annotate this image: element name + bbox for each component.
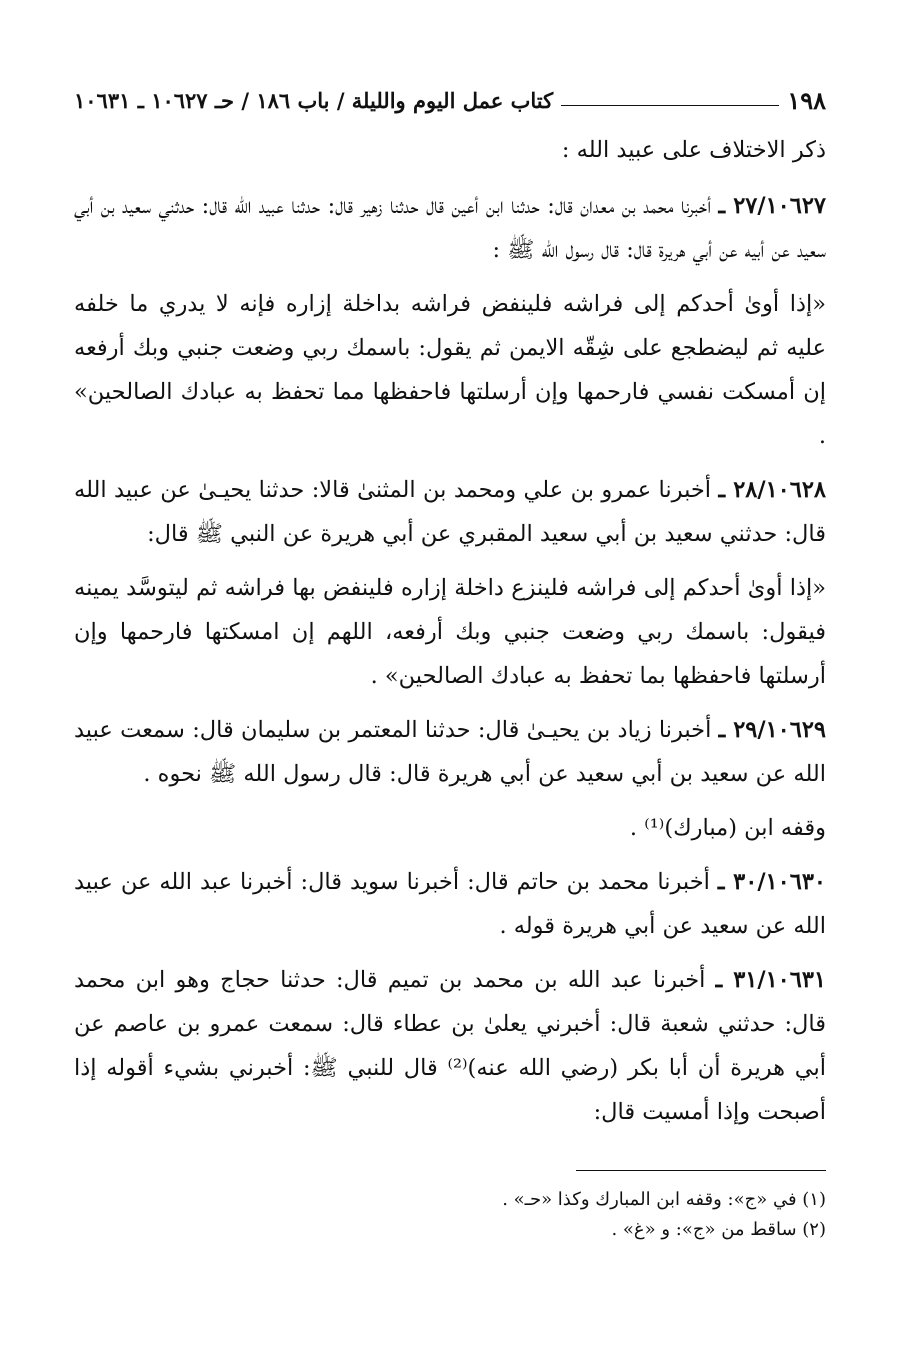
page-number: ١٩٨	[787, 85, 826, 115]
hadith-paragraph	[74, 184, 826, 272]
hadith-paragraph	[74, 860, 826, 948]
hadith-number: ٣٠/١٠٦٣٠ ـ	[717, 869, 826, 895]
hadith-paragraph	[74, 958, 826, 1134]
paragraph-text: أخبرنا زياد بن يحيـىٰ قال: حدثنا المعتمر بن سليمان قال: سمعت عبيد الله عن سعيد بن أبي سعيد عن أبي هريرة قال: قال رسول الله ﷺ نحوه .	[74, 717, 826, 787]
paragraph-text: وقفه ابن (مبارك)⁽¹⁾ .	[629, 815, 826, 841]
hadith-number: ٣١/١٠٦٣١ ـ	[715, 967, 826, 993]
hadith-number: ٢٨/١٠٦٢٨ ـ	[718, 477, 827, 503]
body-text	[74, 128, 826, 1134]
running-title: كتاب عمل اليوم والليلة / باب ١٨٦ / حـ ١٠٦٢٧ ـ ١٠٦٣١	[74, 87, 554, 113]
paragraph-text: أخبرنا عمرو بن علي ومحمد بن المثنىٰ قالا: حدثنا يحيـىٰ عن عبيد الله قال: حدثني سعيد بن أبي سعيد المقبري عن أبي هريرة عن النبي ﷺ قال:	[74, 477, 826, 547]
running-header	[74, 80, 826, 120]
section-heading: ذكر الاختلاف على عبيد الله :	[561, 137, 826, 163]
document-page	[74, 70, 826, 1329]
footnote-rule	[576, 1170, 826, 1171]
paragraph-text: أخبرنا محمد بن حاتم قال: أخبرنا سويد قال: أخبرنا عبد الله عن عبيد الله عن سعيد عن أبي هريرة قوله .	[74, 869, 826, 939]
paragraph-text: أخبرنا عبد الله بن محمد بن تميم قال: حدثنا حجاج وهو ابن محمد قال: حدثني شعبة قال: أخبرني يعلىٰ بن عطاء قال: سمعت عمرو بن عاصم عن أبي هريرة أن أبا بكر (رضي الله عنه)⁽²⁾ قال للنبي ﷺ: أخبرني بشيء أقوله إذا أصبحت وإذا أمسيت قال:	[74, 967, 826, 1125]
paragraph-text: «إذا أوىٰ أحدكم إلى فراشه فلينفض فراشه بداخلة إزاره فإنه لا يدري ما خلفه عليه ثم ليضطجع على شِقّه الايمن ثم يقول: باسمك ربي وضعت جنبي وبك أرفعه إن أمسكت نفسي فارحمها وإن أرسلتها فاحفظها مما تحفظ به عبادك الصالحين» .	[74, 291, 826, 449]
hadith-number: ٢٧/١٠٦٢٧ ـ	[718, 193, 826, 219]
hadith-matn	[74, 282, 826, 458]
note-paragraph	[74, 806, 826, 850]
hadith-matn	[74, 566, 826, 698]
footnote: (٢) ساقط من «ج»: و «غ» .	[611, 1219, 826, 1240]
hadith-paragraph	[74, 468, 826, 556]
hadith-number: ٢٩/١٠٦٢٩ ـ	[718, 717, 826, 743]
paragraph-text: «إذا أوىٰ أحدكم إلى فراشه فلينزع داخلة إزاره فلينفض بها فراشه ثم ليتوسَّد يمينه فيقول: باسمك ربي وضعت جنبي وبك أرفعه، اللهم إن امسكتها فارحمها وإن أرسلتها فاحفظها بما تحفظ به عبادك الصالحين» .	[74, 575, 826, 689]
footnote: (١) في «ج»: وقفه ابن المبارك وكذا «حـ» .	[502, 1189, 826, 1210]
hadith-paragraph	[74, 708, 826, 796]
header-rule	[561, 105, 779, 106]
footnotes	[74, 1170, 826, 1245]
paragraph-text: أخبرنا محمد بن معدان قال: حدثنا ابن أعين قال حدثنا زهير قال: حدثنا عبيد الله قال: حدثني سعيد بن أبي سعيد عن أبيه عن أبي هريرة قال: قال رسول الله ﷺ :	[74, 193, 826, 263]
